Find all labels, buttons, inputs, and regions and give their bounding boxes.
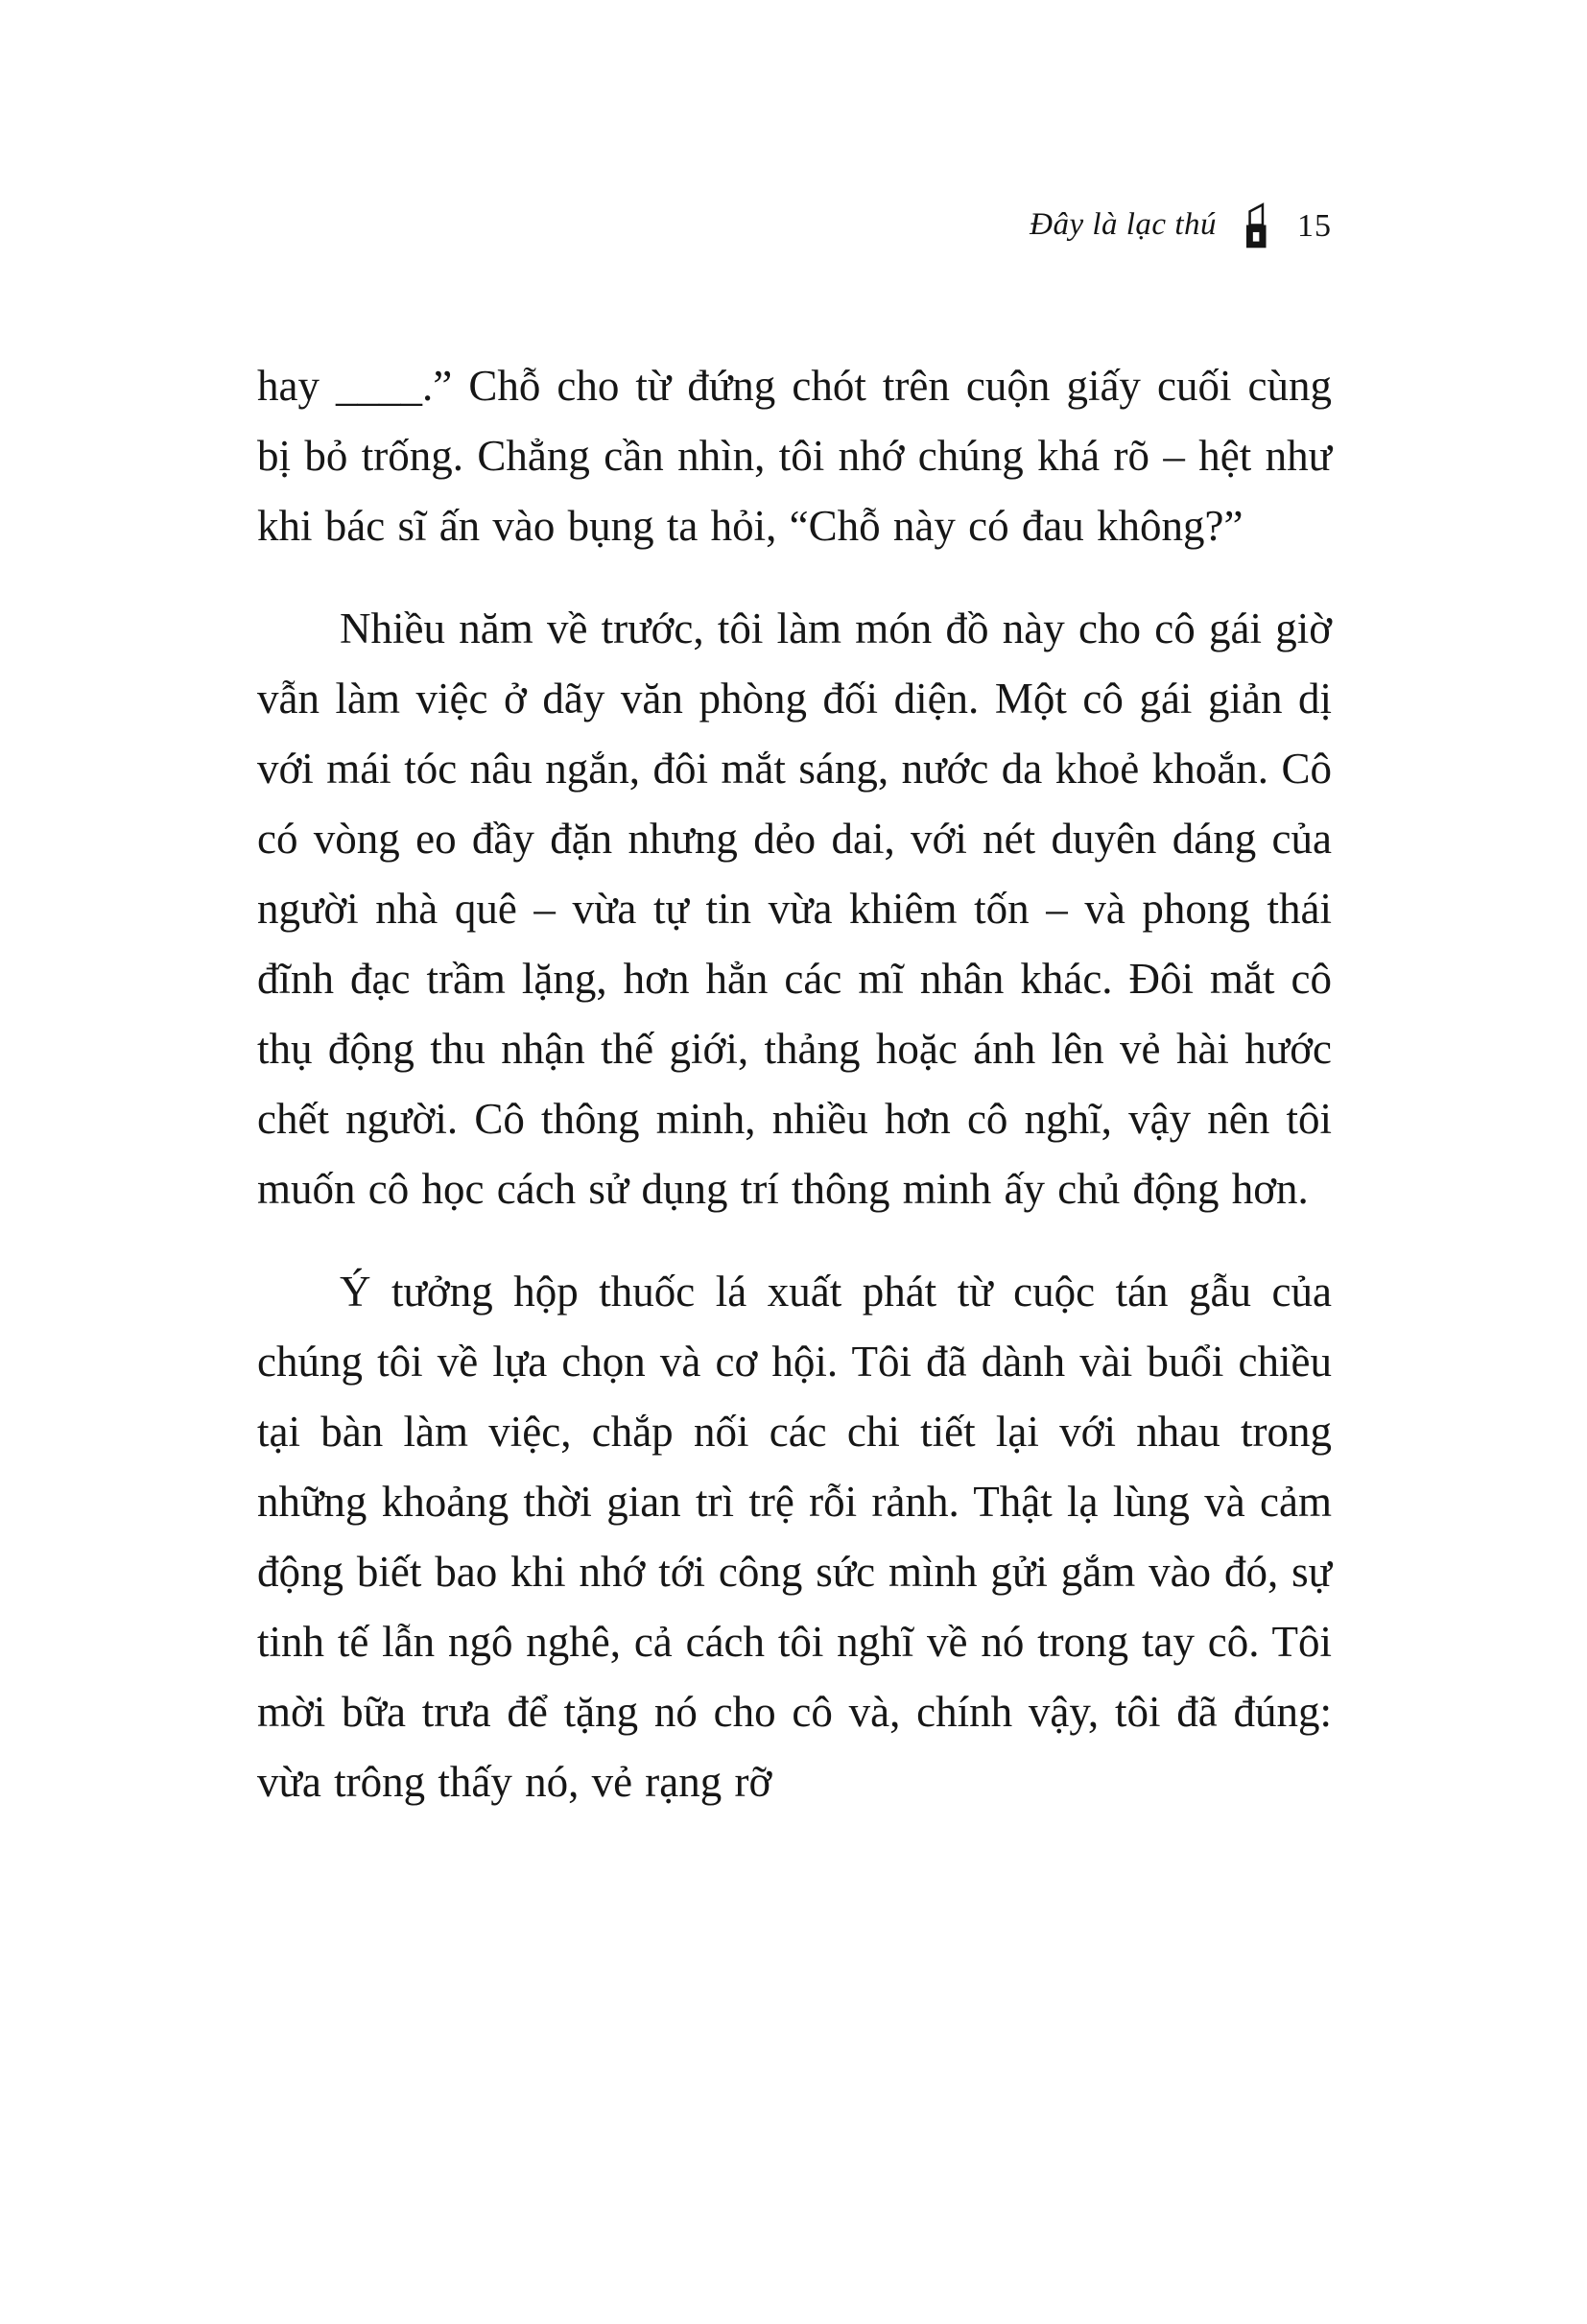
body-text [257,351,1332,1817]
running-title: Đây là lạc thú [1030,206,1217,242]
lipstick-icon [1240,202,1274,251]
page-number: 15 [1297,208,1332,244]
text-column [257,202,1332,1817]
page-header [257,202,1332,251]
paragraph: Ý tưởng hộp thuốc lá xuất phát từ cuộc tán gẫu của chúng tôi về lựa chọn và cơ hội. Tôi đã dành vài buổi chiều tại bàn làm việc, chắp nối các chi tiết lại với nhau trong những khoảng thời gian trì trệ rỗi rảnh. Thật lạ lùng và cảm động biết bao khi nhớ tới công sức mình gửi gắm vào đó, sự tinh tế lẫn ngô nghê, cả cách tôi nghĩ về nó trong tay cô. Tôi mời bữa trưa để tặng nó cho cô và, chính vậy, tôi đã đúng: vừa trông thấy nó, vẻ rạng rỡ [257,1268,1332,1806]
paragraph: Nhiều năm về trước, tôi làm món đồ này cho cô gái giờ vẫn làm việc ở dãy văn phòng đối diện. Một cô gái giản dị với mái tóc nâu ngắn, đôi mắt sáng, nước da khoẻ khoắn. Cô có vòng eo đầy đặn nhưng dẻo dai, với nét duyên dáng của người nhà quê – vừa tự tin vừa khiêm tốn – và phong thái đĩnh đạc trầm lặng, hơn hẳn các mĩ nhân khác. Đôi mắt cô thụ động thu nhận thế giới, thảng hoặc ánh lên vẻ hài hước chết người. Cô thông minh, nhiều hơn cô nghĩ, vậy nên tôi muốn cô học cách sử dụng trí thông minh ấy chủ động hơn. [257,605,1332,1213]
paragraph: hay ____.” Chỗ cho từ đứng chót trên cuộn giấy cuối cùng bị bỏ trống. Chẳng cần nhìn, tôi nhớ chúng khá rõ – hệt như khi bác sĩ ấn vào bụng ta hỏi, “Chỗ này có đau không?” [257,362,1332,550]
